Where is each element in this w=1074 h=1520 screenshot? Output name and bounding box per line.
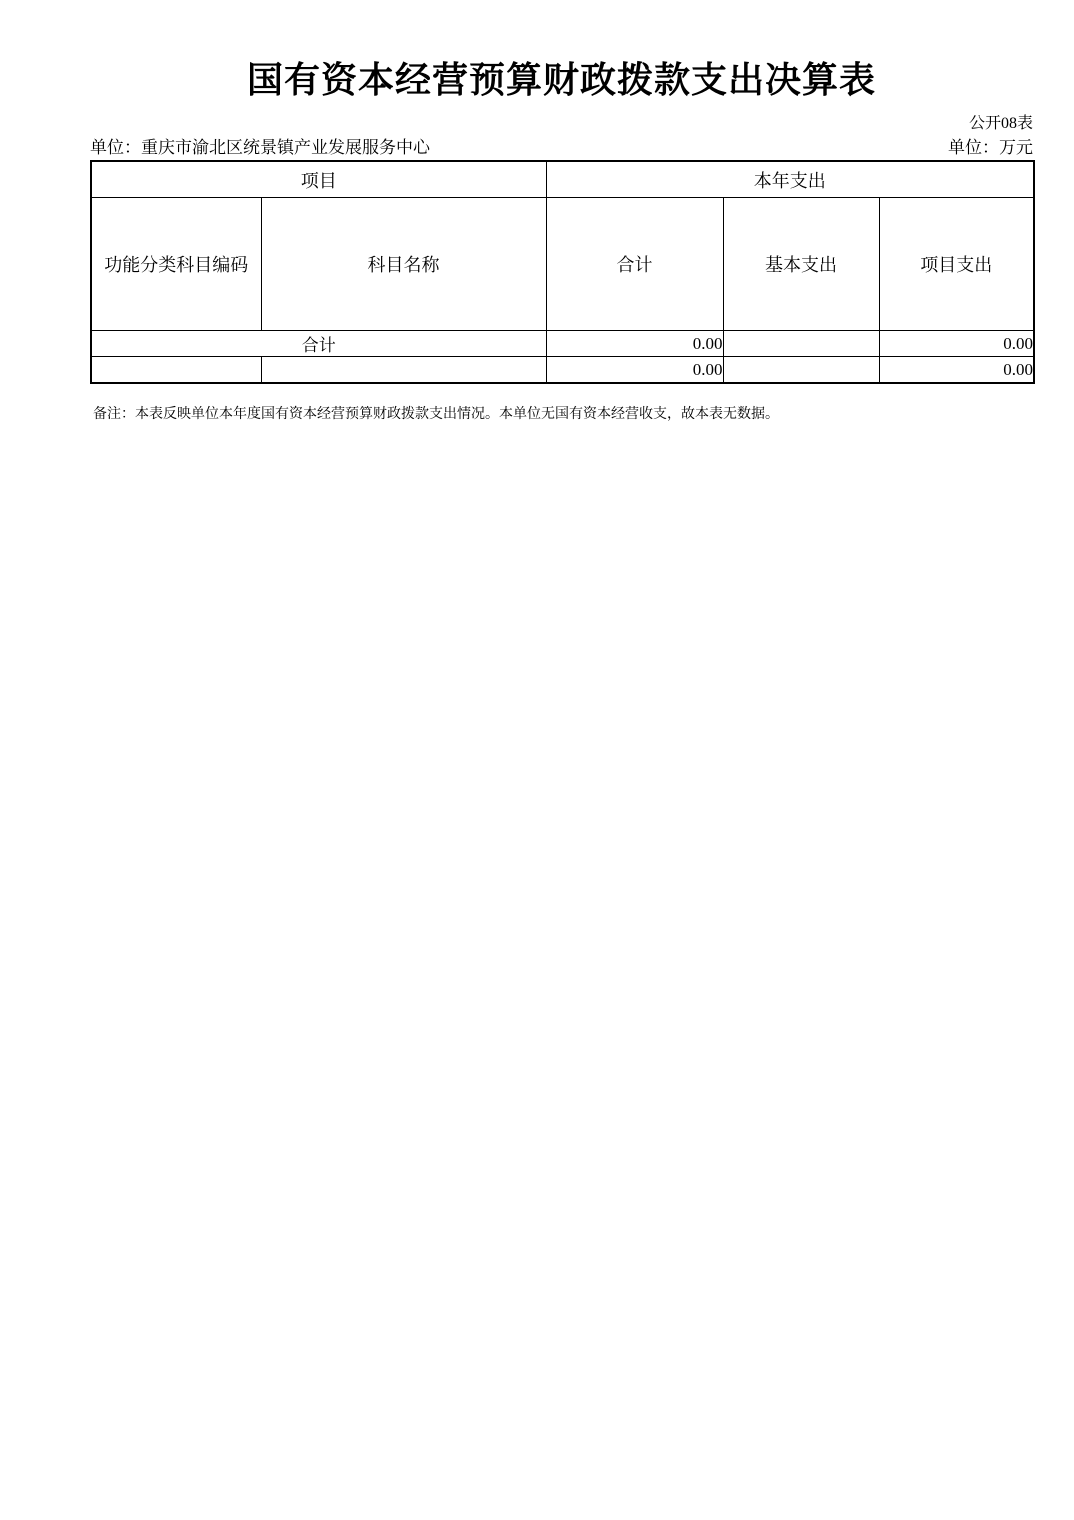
table-row-detail [91, 357, 1034, 384]
cell-total-basic [723, 331, 879, 357]
unit-name: 单位：重庆市渝北区统景镇产业发展服务中心 [90, 138, 430, 157]
form-number: 公开08表 [968, 115, 1033, 132]
table-header-group-row [91, 161, 1034, 198]
header-basic-expenditure: 基本支出 [723, 198, 879, 331]
cell-total-project: 0.00 [879, 331, 1034, 357]
cell-detail-sum: 0.00 [546, 357, 723, 384]
header-subject-name: 科目名称 [261, 198, 546, 331]
page-title: 国有资本经营预算财政拨款支出决算表 [246, 60, 876, 100]
header-group-item: 项目 [91, 161, 546, 198]
cell-detail-code [91, 357, 261, 384]
cell-total-sum: 0.00 [546, 331, 723, 357]
header-total: 合计 [546, 198, 723, 331]
fiscal-report-sheet [90, 0, 1033, 423]
unit-measure: 单位：万元 [948, 138, 1033, 157]
header-group-current-year-expenditure: 本年支出 [546, 161, 1034, 198]
header-project-expenditure: 项目支出 [879, 198, 1034, 331]
expenditure-table [90, 160, 1035, 384]
cell-total-label: 合计 [91, 331, 546, 357]
unit-info-row [90, 136, 1033, 160]
cell-detail-basic [723, 357, 879, 384]
table-row-total [91, 331, 1034, 357]
header-function-code: 功能分类科目编码 [91, 198, 261, 331]
cell-detail-project: 0.00 [879, 357, 1034, 384]
cell-detail-subject [261, 357, 546, 384]
footnote: 备注：本表反映单位本年度国有资本经营预算财政拨款支出情况。本单位无国有资本经营收支，故本表无数据。 [93, 407, 779, 422]
table-header-columns-row [91, 198, 1034, 331]
